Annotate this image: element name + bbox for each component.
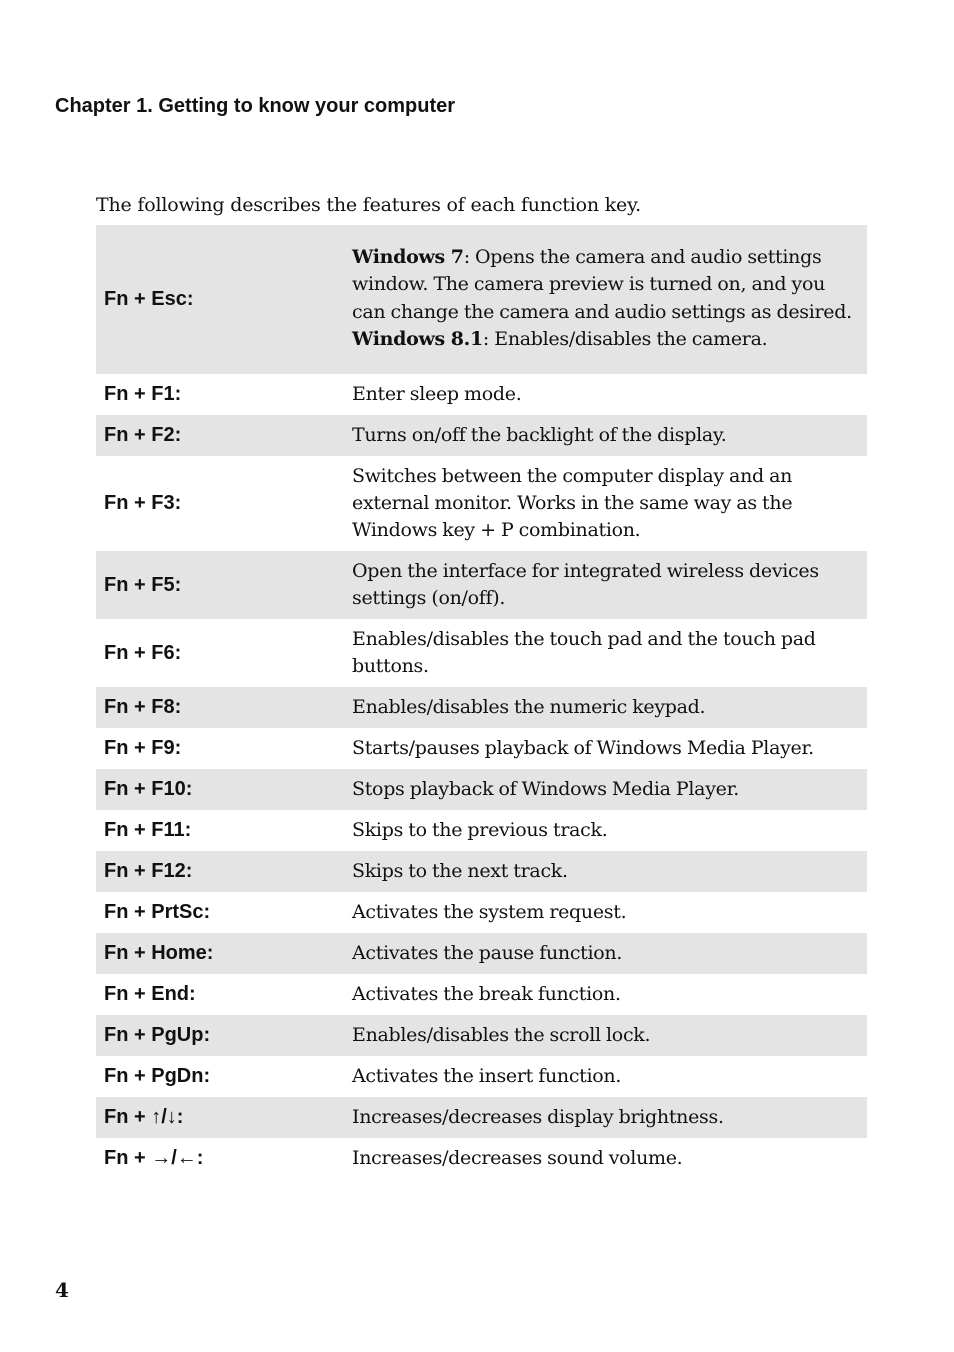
function-key-description: Activates the system request.	[352, 900, 627, 923]
function-key-label: Fn + F6:	[104, 641, 182, 664]
function-key-label: Fn + F3:	[104, 492, 182, 514]
table-row	[96, 892, 867, 933]
table-row	[96, 1056, 867, 1097]
function-key-label: Fn + →/←:	[104, 1147, 204, 1169]
os-label-windows-7: Windows 7	[352, 245, 464, 268]
function-key-description: Enables/disables the numeric keypad.	[352, 687, 867, 728]
function-key-table	[96, 225, 867, 1179]
function-key-description	[352, 225, 867, 374]
function-key-description: Enables/disables the scroll lock.	[352, 1015, 867, 1056]
function-key-description: Stops playback of Windows Media Player.	[352, 769, 867, 810]
function-key-label: Fn + PgUp:	[96, 1015, 352, 1056]
function-key-label: Fn + End:	[104, 983, 196, 1005]
function-key-description: Starts/pauses playback of Windows Media Player.	[352, 736, 814, 759]
table-row	[96, 456, 867, 551]
function-key-label: Fn + ↑/↓:	[96, 1097, 352, 1138]
function-key-label: Fn + F8:	[96, 687, 352, 728]
function-key-description: Increases/decreases display brightness.	[352, 1097, 867, 1138]
table-row	[96, 933, 867, 974]
function-key-description: Turns on/off the backlight of the display.	[352, 415, 867, 456]
table-row	[96, 374, 867, 415]
function-key-label: Fn + F11:	[104, 819, 192, 841]
function-key-label: Fn + F1:	[104, 383, 182, 405]
function-key-label: Fn + Home:	[96, 933, 352, 974]
function-key-description: Increases/decreases sound volume.	[352, 1146, 683, 1169]
function-key-label: Fn + F12:	[96, 851, 352, 892]
table-row	[96, 728, 867, 769]
function-key-label: Fn + F2:	[96, 415, 352, 456]
chapter-header: Chapter 1. Getting to know your computer	[55, 95, 456, 117]
page-number: 4	[55, 1278, 69, 1302]
table-row	[96, 769, 867, 810]
function-key-description: Skips to the previous track.	[352, 818, 608, 841]
function-key-label: Fn + PgDn:	[104, 1065, 211, 1087]
table-row	[96, 551, 867, 619]
windows-8-1-description: : Enables/disables the camera.	[482, 327, 768, 350]
intro-text: The following describes the features of each function key.	[96, 194, 641, 216]
table-row	[96, 619, 867, 687]
function-key-label: Fn + F5:	[96, 551, 352, 619]
table-row	[96, 1015, 867, 1056]
table-row	[96, 415, 867, 456]
function-key-label: Fn + F9:	[104, 737, 182, 759]
table-row	[96, 974, 867, 1015]
table-row	[96, 1138, 867, 1179]
function-key-description: Enter sleep mode.	[352, 382, 522, 405]
function-key-description: Enables/disables the touch pad and the touch pad buttons.	[352, 627, 816, 677]
function-key-label: Fn + Esc:	[96, 225, 352, 374]
table-row	[96, 810, 867, 851]
function-key-description: Activates the insert function.	[352, 1064, 622, 1087]
function-key-description: Activates the pause function.	[352, 933, 867, 974]
function-key-description: Skips to the next track.	[352, 851, 867, 892]
table-row-fn-esc	[96, 225, 867, 374]
function-key-description: Switches between the computer display and an external monitor. Works in the same way as the Windows key + P combination.	[352, 464, 793, 542]
windows-7-description: : Opens the camera and audio settings window. The camera preview is turned on, and you can change the camera and audio settings as desired.	[352, 245, 852, 323]
function-key-label: Fn + PrtSc:	[104, 901, 211, 923]
table-row	[96, 851, 867, 892]
table-row	[96, 1097, 867, 1138]
table-row	[96, 687, 867, 728]
function-key-description: Open the interface for integrated wireless devices settings (on/off).	[352, 551, 867, 619]
os-label-windows-8-1: Windows 8.1	[352, 327, 483, 350]
function-key-label: Fn + F10:	[96, 769, 352, 810]
function-key-description: Activates the break function.	[352, 982, 621, 1005]
